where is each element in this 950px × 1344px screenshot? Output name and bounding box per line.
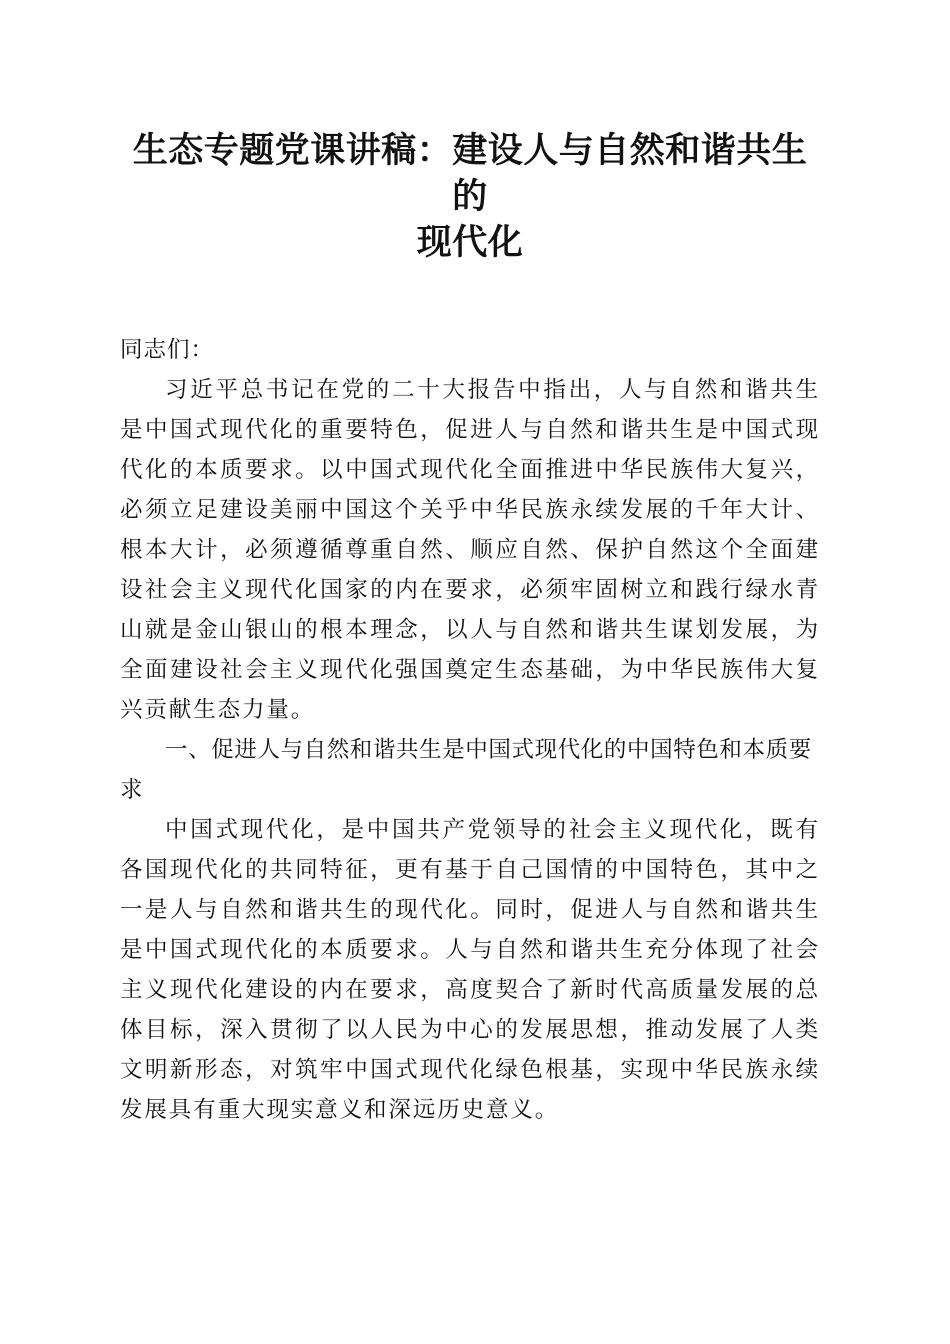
document-title xyxy=(120,128,820,266)
title-line-2: 现代化 xyxy=(416,223,524,263)
salutation: 同志们： xyxy=(120,337,215,363)
paragraph-intro: 习近平总书记在党的二十大报告中指出，人与自然和谐共生是中国式现代化的重要特色，促进人与自然和谐共生是中国式现代化的本质要求。以中国式现代化全面推进中华民族伟大复兴，必须立足建设美丽中国这个关乎中华民族永续发展的千年大计、根本大计，必须遵循尊重自然、顺应自然、保护自然这个全面建设社会主义现代化国家的内在要求，必须牢固树立和践行绿水青山就是金山银山的根本理念，以人与自然和谐共生谋划发展，为全面建设社会主义现代化强国奠定生态基础，为中华民族伟大复兴贡献生态力量。 xyxy=(120,377,820,723)
document-page xyxy=(120,128,820,1130)
section-heading-1: 一、促进人与自然和谐共生是中国式现代化的中国特色和本质要求 xyxy=(120,737,812,803)
title-line-1: 生态专题党课讲稿：建设人与自然和谐共生的 xyxy=(132,131,808,217)
paragraph-section-1: 中国式现代化，是中国共产党领导的社会主义现代化，既有各国现代化的共同特征，更有基于自己国情的中国特色，其中之一是人与自然和谐共生的现代化。同时，促进人与自然和谐共生是中国式现代化的本质要求。人与自然和谐共生充分体现了社会主义现代化建设的内在要求，高度契合了新时代高质量发展的总体目标，深入贯彻了以人民为中心的发展思想，推动发展了人类文明新形态，对筑牢中国式现代化绿色根基，实现中华民族永续发展具有重大现实意义和深远历史意义。 xyxy=(120,817,820,1123)
